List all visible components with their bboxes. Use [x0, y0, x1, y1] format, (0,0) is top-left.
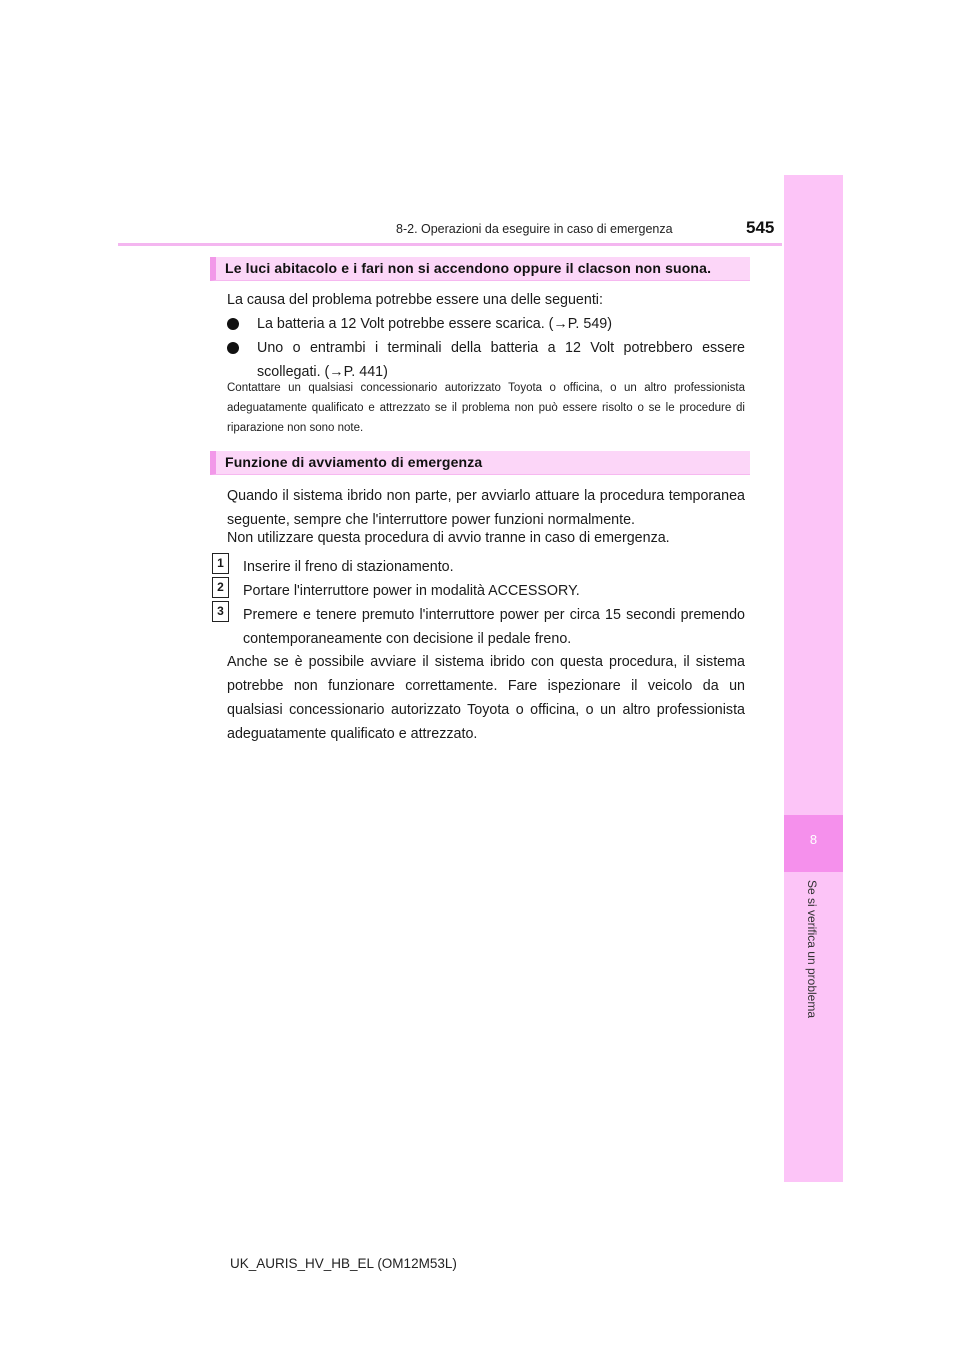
- header-divider: [118, 243, 782, 246]
- step-text: Portare l'interruttore power in modalità ACCESSORY.: [243, 583, 580, 599]
- step-item: [212, 555, 745, 579]
- contact-note: Contattare un qualsiasi concessionario autorizzato Toyota o officina, o un altro professionista adeguatamente qualificato e attrezzato se il problema non può essere risolto o se le procedure di riparazione non sono note.: [227, 382, 745, 434]
- step-number-badge: 2: [212, 577, 229, 598]
- step-text: Premere e tenere premuto l'interruttore power per circa 15 secondi premendo contemporaneamente con decisione il pedale freno.: [243, 607, 745, 647]
- closing-paragraph: Anche se è possibile avviare il sistema ibrido con questa procedura, il sistema potrebbe non funzionare correttamente. Fare ispezionare il veicolo da un qualsiasi concessionario autorizzato Toyota o officina, o un altro professionista adeguatamente qualificato e attrezzato.: [227, 654, 745, 742]
- procedure-intro: Quando il sistema ibrido non parte, per avviarlo attuare la procedura temporanea seguente, sempre che l'interruttore power funzioni normalmente.: [227, 488, 745, 528]
- document-code: UK_AURIS_HV_HB_EL (OM12M53L): [230, 1256, 457, 1271]
- chapter-label: Se si verifica un problema: [805, 879, 819, 1019]
- step-text: Inserire il freno di stazionamento.: [243, 559, 454, 575]
- section-heading-text: Le luci abitacolo e i fari non si accendono oppure il clacson non suona.: [225, 260, 712, 276]
- step-item: [212, 603, 745, 651]
- bullet-dot-icon: [227, 342, 239, 354]
- chapter-number: 8: [809, 832, 818, 847]
- step-item: [212, 579, 745, 603]
- step-number-badge: 3: [212, 601, 229, 622]
- emergency-warning: Non utilizzare questa procedura di avvio tranne in caso di emergenza.: [227, 530, 670, 546]
- section-heading-text: Funzione di avviamento di emergenza: [225, 454, 483, 470]
- bullet-text: Uno o entrambi i terminali della batteria a 12 Volt potrebbero essere scollegati. (→P. 441): [257, 340, 745, 380]
- step-number-badge: 1: [212, 553, 229, 574]
- section-heading-lights: [210, 257, 750, 281]
- section-title: 8-2. Operazioni da eseguire in caso di emergenza: [396, 222, 673, 236]
- cause-intro: La causa del problema potrebbe essere una delle seguenti:: [227, 292, 603, 308]
- bullet-item: [227, 312, 745, 336]
- bullet-dot-icon: [227, 318, 239, 330]
- page-number: 545: [746, 218, 775, 237]
- section-heading-emergency-start: [210, 451, 750, 475]
- bullet-item: [227, 336, 745, 384]
- bullet-text: La batteria a 12 Volt potrebbe essere scarica. (→P. 549): [257, 316, 612, 332]
